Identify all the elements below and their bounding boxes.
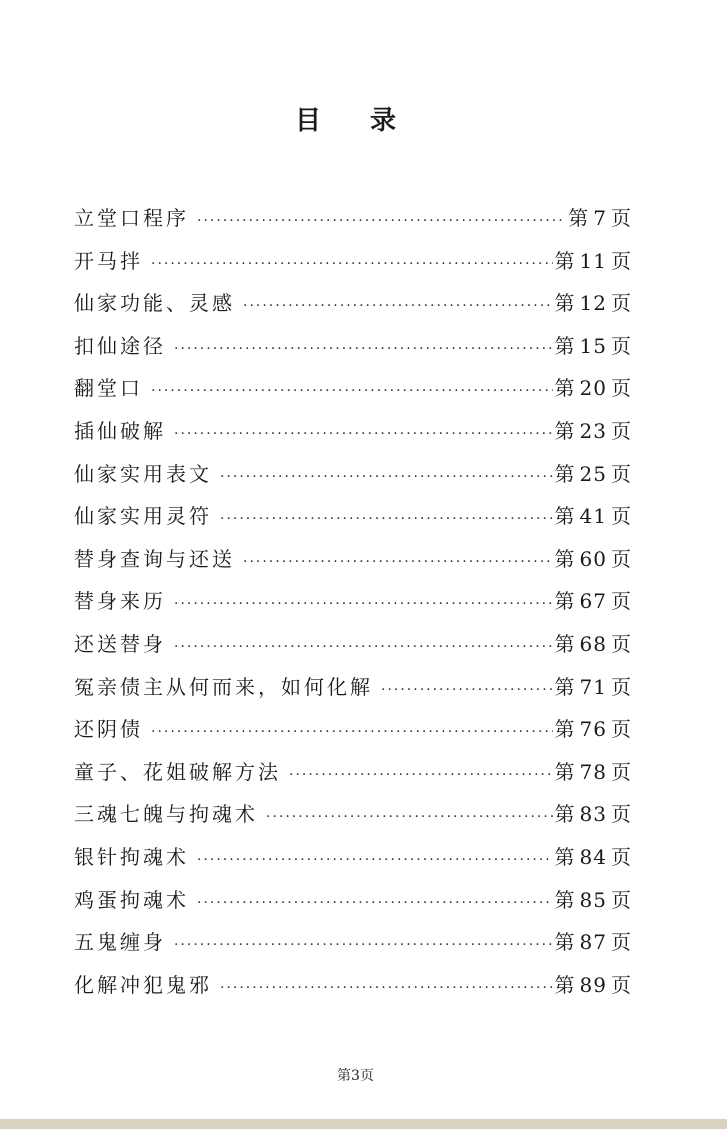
toc-page-prefix: 第 [554,887,576,912]
toc-page-prefix: 第 [554,333,576,358]
page-number-footer: 第3页 [337,1068,374,1084]
toc-page-prefix: 第 [554,930,576,955]
toc-entry-page [555,836,632,879]
toc-entry-title: 替身来历 [74,589,166,614]
toc-entry-title: 翻堂口 [74,376,143,401]
toc-entry [74,240,632,283]
toc-page-suffix: 页 [611,418,632,443]
toc-page-number: 68 [579,631,607,656]
toc-entry-page [555,623,632,666]
toc-dot-leader [243,285,553,328]
toc-page-suffix: 页 [611,589,632,614]
toc-entry [74,367,632,410]
toc-page-prefix: 第 [554,248,576,273]
toc-entry-page [555,240,632,283]
toc-page-number: 41 [579,504,607,529]
toc-entry-page [555,708,632,751]
toc-page-suffix: 页 [611,717,632,742]
bottom-edge-band [0,1119,727,1129]
toc-page-prefix: 第 [554,589,576,614]
toc-entry-title: 银针拘魂术 [74,844,189,869]
toc-entry [74,751,632,794]
toc-entry-title: 鸡蛋拘魂术 [74,887,189,912]
toc-page-suffix: 页 [611,546,632,571]
toc-dot-leader [220,967,553,1010]
toc-entry [74,879,632,922]
toc-dot-leader [151,243,553,286]
toc-entry [74,666,632,709]
toc-page-number: 71 [579,674,607,699]
toc-page-prefix: 第 [554,291,576,316]
toc-page-prefix: 第 [554,844,576,869]
toc-entry [74,836,632,879]
toc-page-suffix: 页 [611,248,632,273]
toc-dot-leader [151,370,553,413]
toc-entry [74,580,632,623]
toc-page-number: 78 [579,759,607,784]
toc-entry-title: 替身查询与还送 [74,546,235,571]
toc-dot-leader [174,413,553,456]
toc-page-number: 12 [579,291,607,316]
toc-entry [74,282,632,325]
toc-page-prefix: 第 [554,674,576,699]
toc-entry-page [555,282,632,325]
toc-page-suffix: 页 [611,461,632,486]
toc-dot-leader [243,541,553,584]
toc-page-number: 7 [593,206,607,230]
toc-page-number: 25 [579,461,607,486]
toc-entry-page [555,879,632,922]
toc-dot-leader [174,626,553,669]
page-title: 目 录 [294,106,417,136]
toc-entry-title: 立堂口程序 [74,206,189,230]
toc-entry-page [555,666,632,709]
toc-entry-page [555,793,632,836]
toc-dot-leader [174,328,553,371]
toc-entry-title: 仙家功能、灵感 [74,291,235,316]
toc-page-number: 87 [579,930,607,955]
toc-entry-title: 插仙破解 [74,418,166,443]
toc-dot-leader [197,839,553,882]
toc-page-prefix: 第 [554,802,576,827]
toc-entry-page [555,367,632,410]
toc-entry-title: 童子、花姐破解方法 [74,759,281,784]
toc-dot-leader [151,711,553,754]
toc-page-suffix: 页 [611,759,632,784]
toc-page-suffix: 页 [611,802,632,827]
toc-page-number: 23 [579,418,607,443]
toc-dot-leader [220,498,553,541]
toc-page-suffix: 页 [611,930,632,955]
toc-entry [74,325,632,368]
toc-dot-leader [197,882,553,925]
toc-entry-title: 扣仙途径 [74,333,166,358]
toc-entry-title: 仙家实用灵符 [74,504,212,529]
toc-dot-leader [266,796,553,839]
toc-page-suffix: 页 [611,504,632,529]
toc-page-number: 67 [579,589,607,614]
toc-page-suffix: 页 [611,291,632,316]
toc-page-suffix: 页 [611,631,632,656]
toc-page-suffix: 页 [611,333,632,358]
toc-entry-title: 化解冲犯鬼邪 [74,972,212,997]
toc-page-prefix: 第 [554,631,576,656]
toc-dot-leader [197,200,566,243]
toc-entry-page [555,453,632,496]
toc-entry-page [555,495,632,538]
toc-dot-leader [174,924,553,967]
toc-page-prefix: 第 [554,546,576,571]
toc-entry [74,964,632,1007]
toc-entry-page [555,538,632,581]
toc-page-suffix: 页 [611,887,632,912]
toc-page-number: 85 [579,887,607,912]
toc-page-number: 76 [579,717,607,742]
toc-page-number: 11 [579,248,607,273]
toc-page-prefix: 第 [554,461,576,486]
toc-page-number: 83 [579,802,607,827]
toc-page-suffix: 页 [611,206,632,230]
toc-page-number: 84 [579,844,607,869]
toc-entry-title: 还送替身 [74,631,166,656]
toc-page-number: 15 [579,333,607,358]
toc-entry [74,538,632,581]
toc-page-prefix: 第 [554,717,576,742]
toc-dot-leader [174,583,553,626]
toc-dot-leader [381,669,553,712]
toc-entry-page [555,964,632,1007]
toc-page-suffix: 页 [611,674,632,699]
toc-page-suffix: 页 [611,844,632,869]
toc-entry [74,410,632,453]
toc-page-number: 20 [579,376,607,401]
toc-page-prefix: 第 [554,504,576,529]
toc-entry-page [555,580,632,623]
toc-entry-title: 开马拌 [74,248,143,273]
toc-page-suffix: 页 [611,972,632,997]
toc-entry-title: 仙家实用表文 [74,461,212,486]
toc-entry-title: 三魂七魄与拘魂术 [74,802,258,827]
toc-entry-page [555,751,632,794]
toc-entry [74,197,632,240]
toc-entry-title: 还阴债 [74,717,143,742]
toc-entry-page [568,197,632,240]
toc-page-number: 60 [579,546,607,571]
toc-entry-title: 冤亲债主从何而来，如何化解 [74,674,373,699]
toc-entry-page [555,325,632,368]
table-of-contents [74,197,632,1006]
toc-entry-title: 五鬼缠身 [74,930,166,955]
toc-page-prefix: 第 [568,206,590,230]
toc-entry [74,453,632,496]
toc-page-prefix: 第 [554,972,576,997]
toc-dot-leader [220,456,553,499]
toc-page-suffix: 页 [611,376,632,401]
toc-entry [74,708,632,751]
toc-entry-page [555,921,632,964]
toc-dot-leader [289,754,553,797]
toc-page-prefix: 第 [554,759,576,784]
toc-entry [74,623,632,666]
toc-entry-page [555,410,632,453]
toc-page-number: 89 [579,972,607,997]
toc-page-prefix: 第 [554,376,576,401]
toc-entry [74,495,632,538]
toc-page-prefix: 第 [554,418,576,443]
toc-entry [74,793,632,836]
toc-entry [74,921,632,964]
